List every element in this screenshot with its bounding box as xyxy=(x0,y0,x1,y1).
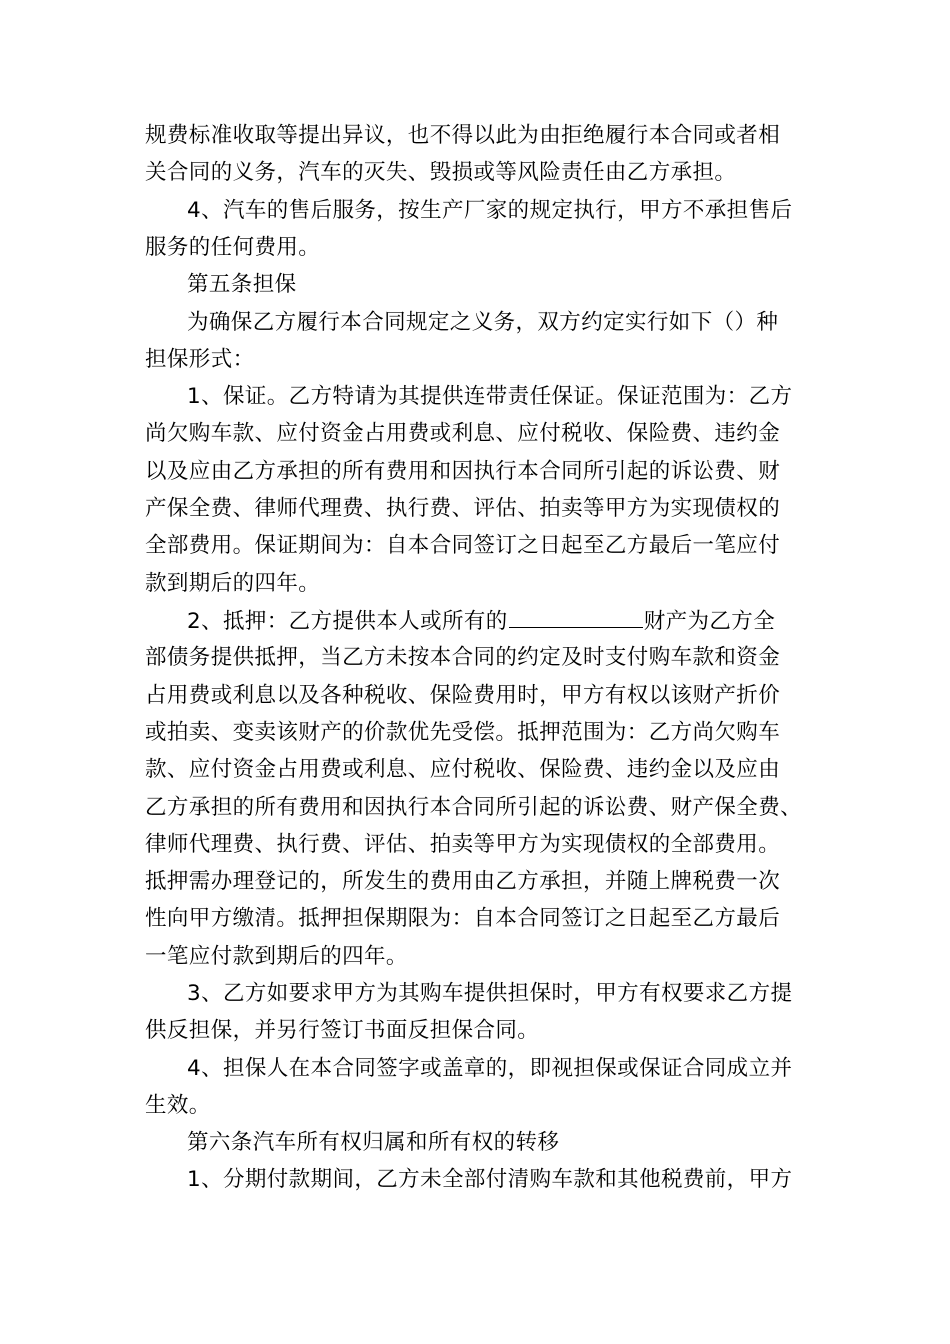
text-line: 3、乙方如要求甲方为其购车提供担保时，甲方有权要求乙方提 xyxy=(187,981,793,1006)
text-line: 1、分期付款期间，乙方未全部付清购车款和其他税费前，甲方 xyxy=(187,1167,793,1192)
text-line: 部债务提供抵押，当乙方未按本合同的约定及时支付购车款和资金 xyxy=(145,645,781,670)
text-line: 抵押需办理登记的，所发生的费用由乙方承担，并随上牌税费一次 xyxy=(145,869,781,894)
text-line: 律师代理费、执行费、评估、拍卖等甲方为实现债权的全部费用。 xyxy=(145,832,781,857)
text-line: 4、担保人在本合同签字或盖章的，即视担保或保证合同成立并 xyxy=(187,1056,793,1081)
text-line: 产保全费、律师代理费、执行费、评估、拍卖等甲方为实现债权的 xyxy=(145,496,781,521)
text-line: 服务的任何费用。 xyxy=(145,235,321,260)
text-line-with-blank xyxy=(187,607,775,636)
text-line: 尚欠购车款、应付资金占用费或利息、应付税收、保险费、违约金 xyxy=(145,421,781,446)
text-line: 性向甲方缴清。抵押担保期限为：自本合同签订之日起至乙方最后 xyxy=(145,906,781,931)
text-line: 担保形式： xyxy=(145,347,255,372)
text-line: 规费标准收取等提出异议，也不得以此为由拒绝履行本合同或者相 xyxy=(145,123,781,148)
fill-in-blank xyxy=(509,607,643,628)
text-line: 以及应由乙方承担的所有费用和因执行本合同所引起的诉讼费、财 xyxy=(145,459,781,484)
text-line: 关合同的义务，汽车的灭失、毁损或等风险责任由乙方承担。 xyxy=(145,160,737,185)
text-line: 生效。 xyxy=(145,1093,211,1118)
text-line: 为确保乙方履行本合同规定之义务，双方约定实行如下（）种 xyxy=(187,310,779,335)
text-line: 或拍卖、变卖该财产的价款优先受偿。抵押范围为：乙方尚欠购车 xyxy=(145,720,781,745)
text-line: 乙方承担的所有费用和因执行本合同所引起的诉讼费、财产保全费、 xyxy=(145,795,803,820)
text-line: 一笔应付款到期后的四年。 xyxy=(145,944,408,969)
text-line: 4、汽车的售后服务，按生产厂家的规定执行，甲方不承担售后 xyxy=(187,198,793,223)
text-line: 占用费或利息以及各种税收、保险费用时，甲方有权以该财产折价 xyxy=(145,683,781,708)
section-heading: 第六条汽车所有权归属和所有权的转移 xyxy=(187,1130,560,1155)
section-heading: 第五条担保 xyxy=(187,272,297,297)
text-line: 款到期后的四年。 xyxy=(145,571,321,596)
text-line: 供反担保，并另行签订书面反担保合同。 xyxy=(145,1018,540,1043)
text-segment: 2、抵押：乙方提供本人或所有的 xyxy=(187,609,508,634)
text-line: 1、保证。乙方特请为其提供连带责任保证。保证范围为：乙方 xyxy=(187,384,793,409)
text-line: 全部费用。保证期间为：自本合同签订之日起至乙方最后一笔应付 xyxy=(145,533,781,558)
text-segment: 财产为乙方全 xyxy=(643,609,776,634)
text-line: 款、应付资金占用费或利息、应付税收、保险费、违约金以及应由 xyxy=(145,757,781,782)
